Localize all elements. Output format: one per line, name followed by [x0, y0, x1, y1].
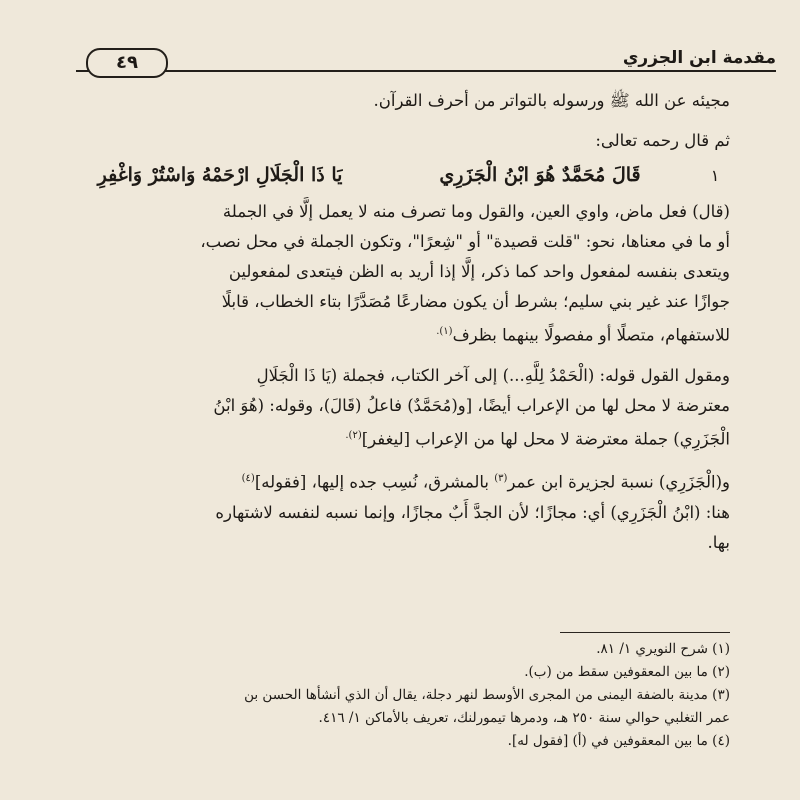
footnote-ref: (٤) [241, 473, 255, 484]
text-line: جوازًا عند غير بني سليم؛ بشرط أن يكون مضارعًا مُصَدَّرًا بتاء الخطاب، قابلًا [221, 292, 730, 311]
text-line: ثم قال رحمه تعالى: [595, 131, 730, 150]
text-line: (قال) فعل ماض، واوي العين، والقول وما تصرف منه لا يعمل إلَّا في الجملة [222, 202, 730, 221]
header-rule [76, 70, 776, 72]
footnote: (٣) مدينة بالضفة اليمنى من المجرى الأوسط لنهر دجلة، يقال أن الذي أنشأها الحسن بن [244, 687, 730, 703]
verse-line [60, 160, 730, 191]
commentary-paragraph-3 [60, 464, 730, 558]
footnote: (٤) ما بين المعقوفين في (أ) [فقول له]. [507, 733, 730, 749]
footnote: (٢) ما بين المعقوفين سقط من (ب). [524, 664, 730, 680]
verse-first-hemistich: قَالَ مُحَمَّدٌ هُوَ ابْنُ الْجَزَرِي [439, 164, 641, 186]
text-line: ويتعدى بنفسه لمفعول واحد كما ذكر، إلَّا إذا أريد به الظن فيتعدى لمفعولين [228, 262, 730, 281]
footnote-ref: (٣) [494, 473, 508, 484]
text-line: الْجَزَرِي) جملة معترضة لا محل لها من الإعراب [ليغفر]$^{(٢).}$ [345, 429, 730, 448]
footnote-ref: (١). [436, 326, 453, 337]
text-line: مجيئه عن الله ﷺ ورسوله بالتواتر من أحرف القرآن. [373, 91, 730, 110]
footnotes [60, 632, 730, 753]
text-line: للاستفهام، متصلًا أو مفصولًا بينهما بظرف$^{(١).}$ [436, 325, 730, 345]
commentary-paragraph-2 [60, 361, 730, 455]
text-line: معترضة لا محل لها من الإعراب أيضًا، [و(مُحَمَّدٌ) فاعلُ (قَالَ)، وقوله: (هُوَ ابْنُ [213, 395, 730, 415]
main-text [60, 86, 730, 558]
running-head: مقدمة ابن الجزري [615, 46, 776, 70]
text-line: و(الْجَزَرِي) نسبة لجزيرة ابن عمر$^{(٣)}$ بالمشرق، نُسِب جده إليها، [فقوله]$^{(٤)}$ [241, 472, 730, 492]
page-number: ٤٩ [86, 48, 168, 78]
footnote: عمر التغلبي حوالي سنة ٢٥٠ هـ، ودمرها تيمورلنك، تعريف بالأماكن ١/ ٤١٦. [318, 710, 730, 726]
text-line: ومقول القول قوله: (الْحَمْدُ لِلَّهِ...) إلى آخر الكتاب، فجملة (يَا ذَا الْجَلَالِ [256, 365, 730, 385]
verse-number: ١ [710, 166, 720, 185]
text-line: بها. [707, 532, 730, 552]
text-line: أو ما في معناها، نحو: "قلت قصيدة" أو "شِعرًا"، وتكون الجملة في محل نصب، [200, 232, 730, 251]
footnote-rule [560, 632, 730, 633]
commentary-paragraph-1 [60, 197, 730, 351]
page-header [76, 46, 776, 76]
footnote: (١) شرح النويري ١/ ٨١. [596, 641, 730, 657]
footnote-ref: (٢). [345, 429, 362, 441]
text-line: هنا: (ابْنُ الْجَزَرِي) أي: مجازًا؛ لأن الجدَّ أَبٌ مجازًا، وإنما نسبه لنفسه لاشتهاره [215, 502, 730, 522]
verse-second-hemistich: يَا ذَا الْجَلَالِ ارْحَمْهُ وَاسْتُرْ وَاغْفِرِ [97, 164, 343, 186]
